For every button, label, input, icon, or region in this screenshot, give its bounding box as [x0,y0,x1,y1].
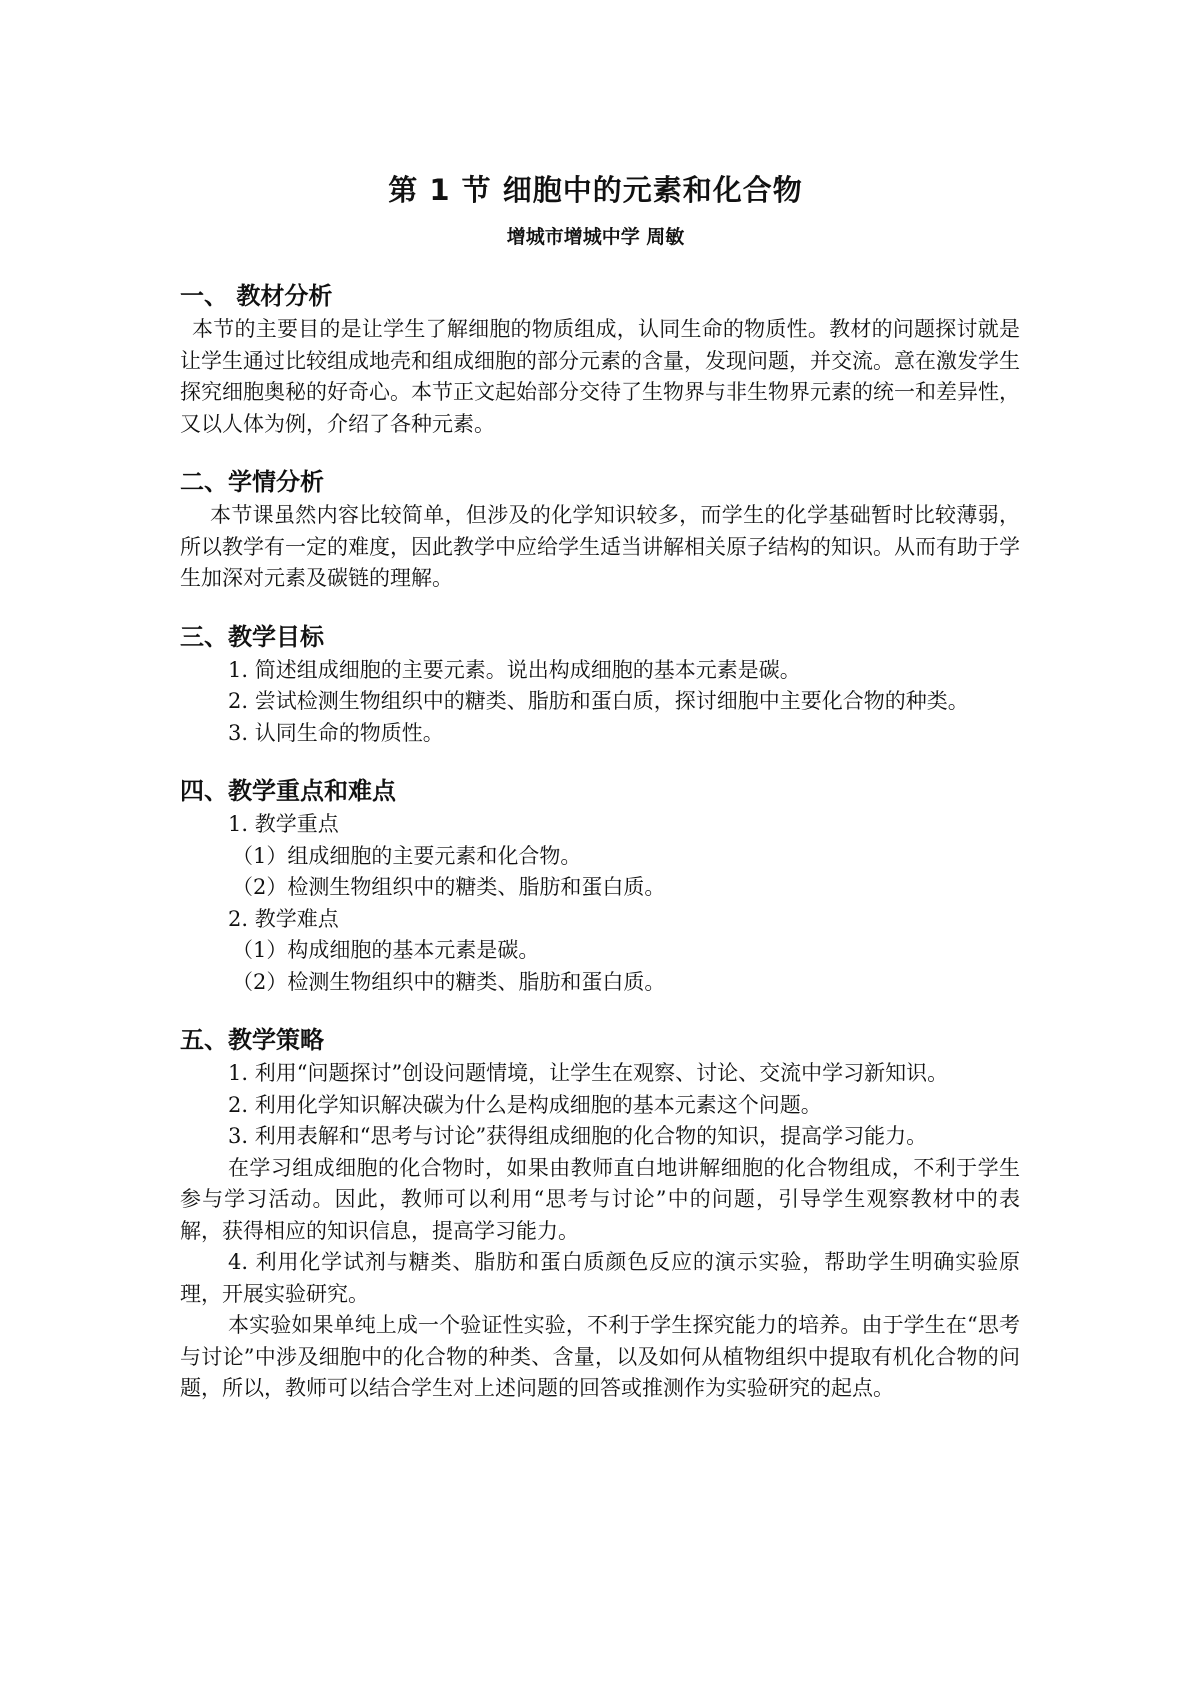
section-student-analysis [180,464,1020,595]
difficulty-item: （1）构成细胞的基本元素是碳。 [232,938,540,962]
section-teaching-strategy [180,1022,1020,1405]
strategy-paragraph: 3. 利用表解和“思考与讨论”获得组成细胞的化合物的知识，提高学习能力。 [228,1124,928,1148]
strategy-paragraph: 在学习组成细胞的化合物时，如果由教师直白地讲解细胞的化合物组成，不利于学生参与学习活动。因此，教师可以利用“思考与讨论”中的问题，引导学生观察教材中的表解，获得相应的知识信息，提高学习能力。 [180,1155,1020,1243]
strategy-paragraph: 4. 利用化学试剂与糖类、脂肪和蛋白质颜色反应的演示实验，帮助学生明确实验原理，开展实验研究。 [180,1250,1020,1306]
section-heading: 三、教学目标 [180,622,324,651]
section-heading: 二、学情分析 [180,468,324,496]
section-heading: 一、 教材分析 [180,282,333,310]
section-teaching-goals [180,619,1020,750]
section-paragraph: 本节课虽然内容比较简单，但涉及的化学知识较多，而学生的化学基础暂时比较薄弱，所以教学有一定的难度，因此教学中应给学生适当讲解相关原子结构的知识。从而有助于学生加深对元素及碳链的理解。 [180,503,1020,590]
section-key-points [180,773,1020,998]
strategy-paragraph: 2. 利用化学知识解决碳为什么是构成细胞的基本元素这个问题。 [228,1092,822,1117]
difficulty-item: （2）检测生物组织中的糖类、脂肪和蛋白质。 [232,969,666,994]
document-subtitle: 增城市增城中学 周敏 [506,226,685,248]
section-heading: 四、教学重点和难点 [180,777,396,805]
document-title: 第 1 节 细胞中的元素和化合物 [388,173,803,207]
document-body [180,278,1020,1429]
strategy-paragraph: 1. 利用“问题探讨”创设问题情境，让学生在观察、讨论、交流中学习新知识。 [228,1061,949,1085]
section-heading: 五、教学策略 [180,1026,324,1054]
key-point-item: （2）检测生物组织中的糖类、脂肪和蛋白质。 [232,875,666,899]
goal-item: 2. 尝试检测生物组织中的糖类、脂肪和蛋白质，探讨细胞中主要化合物的种类。 [228,689,969,713]
section-paragraph: 本节的主要目的是让学生了解细胞的物质组成，认同生命的物质性。教材的问题探讨就是让学生通过比较组成地壳和组成细胞的部分元素的含量，发现问题，并交流。意在激发学生探究细胞奥秘的好奇心。本节正文起始部分交待了生物界与非生物界元素的统一和差异性，又以人体为例，介绍了各种元素。 [180,317,1020,436]
goal-item: 1. 简述组成细胞的主要元素。说出构成细胞的基本元素是碳。 [228,657,801,682]
key-point-item: （1）组成细胞的主要元素和化合物。 [232,843,582,868]
difficulty-heading: 2. 教学难点 [228,906,339,931]
strategy-paragraph: 本实验如果单纯上成一个验证性实验，不利于学生探究能力的培养。由于学生在“思考与讨论”中涉及细胞中的化合物的种类、含量，以及如何从植物组织中提取有机化合物的问题，所以，教师可以结合学生对上述问题的回答或推测作为实验研究的起点。 [180,1313,1020,1400]
goal-item: 3. 认同生命的物质性。 [228,720,444,745]
key-point-heading: 1. 教学重点 [228,812,339,836]
section-textbook-analysis [180,278,1020,440]
